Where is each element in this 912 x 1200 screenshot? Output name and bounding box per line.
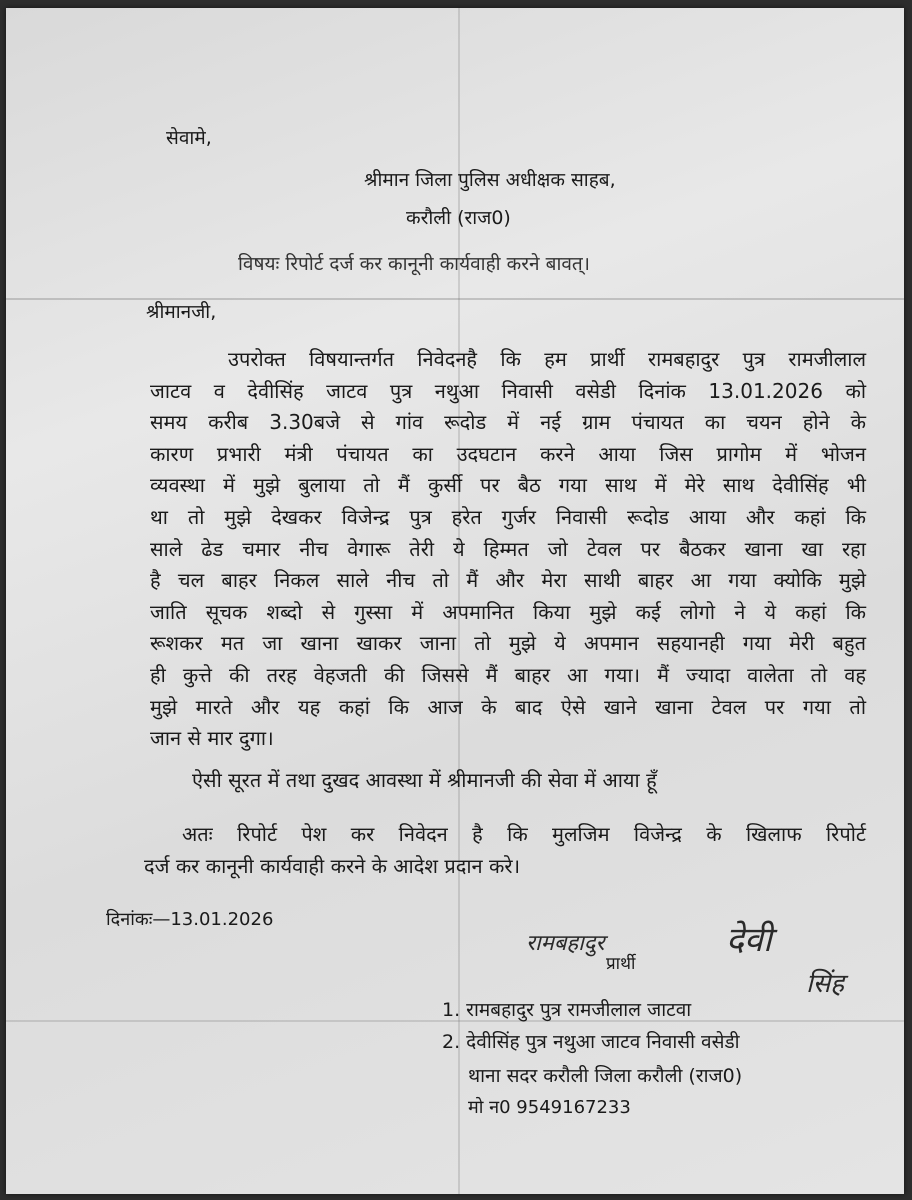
signatory-line: थाना सदर करौली जिला करौली (राज0) [468,1065,743,1087]
body-line: जान से मार दुगा। [150,726,274,751]
letter-paper [6,8,904,1194]
greeting: श्रीमानजी, [146,301,217,323]
body-line: जाति सूचक शब्दो से गुस्सा में अपमानित किया मुझे कई लोगो ने ये कहां कि [150,599,866,624]
body-line: कारण प्रभारी मंत्री पंचायत का उदघटान करने आया जिस प्रागोम में भोजन [150,441,866,466]
paragraph-circumstance: ऐसी सूरत में तथा दुखद आवस्था में श्रीमानजी की सेवा में आया हूँ [192,768,657,792]
body-line: ही कुत्ते की तरह वेहजती की जिससे मैं बाहर आ गया। मैं ज्यादा वालेता तो वह [150,662,866,687]
paragraph-request-continued: दर्ज कर कानूनी कार्यवाही करने के आदेश प्रदान करे। [144,854,521,878]
body-line: व्यवस्था में मुझे बुलाया तो मैं कुर्सी पर बैठ गया साथ में मेरे साथ देवीसिंह भी [150,473,866,498]
body-line: था तो मुझे देखकर विजेन्द्र पुत्र हरेत गुर्जर निवासी रूदोड आया और कहां कि [150,504,866,529]
signatory-phone: मो न0 9549167233 [468,1097,631,1118]
prarthi-label: प्रार्थी [606,954,636,974]
signature-rambahadur: रामबहादुर [526,931,605,956]
signature-devisingh-continued: सिंह [806,969,845,999]
body-line: रूशकर मत जा खाना खाकर जाना तो मुझे ये अपमान सहयानही गया मेरी बहुत [150,631,866,656]
subject-line: विषयः रिपोर्ट दर्ज कर कानूनी कार्यवाही करने बावत्। [238,253,590,275]
paper-fold [6,298,904,300]
signatory-line: 1. रामबहादुर पुत्र रामजीलाल जाटवा [442,999,692,1021]
addressee-place: करौली (राज0) [406,207,511,229]
letter-body [150,344,866,755]
body-line: मुझे मारते और यह कहां कि आज के बाद ऐसे खाने खाना टेवल पर गया तो [150,694,866,719]
paragraph-request: अतः रिपोर्ट पेश कर निवेदन है कि मुलजिम विजेन्द्र के खिलाफ रिपोर्ट [182,822,866,846]
signature-devisingh: देवी [726,920,772,960]
body-line: उपरोक्त विषयान्तर्गत निवेदनहै कि हम प्रार्थी रामबहादुर पुत्र रामजीलाल [228,347,866,371]
body-line: समय करीब 3.30बजे से गांव रूदोड में नई ग्राम पंचायत का चयन होने के [150,410,866,435]
addressee: श्रीमान जिला पुलिस अधीक्षक साहब, [364,169,616,191]
body-line: जाटव व देवीसिंह जाटव पुत्र नथुआ निवासी वसेडी दिनांक 13.01.2026 को [150,378,866,403]
letter-date: दिनांकः—13.01.2026 [106,909,274,930]
body-line: है चल बाहर निकल साले नीच तो मैं और मेरा साथी बाहर आ गया क्योकि मुझे [150,568,866,593]
body-line: साले ढेड चमार नीच वेगारू तेरी ये हिम्मत जो टेवल पर बैठकर खाना खा रहा [150,536,866,561]
salutation: सेवामे, [166,127,212,149]
signatory-line: 2. देवीसिंह पुत्र नथुआ जाटव निवासी वसेडी [442,1031,740,1053]
